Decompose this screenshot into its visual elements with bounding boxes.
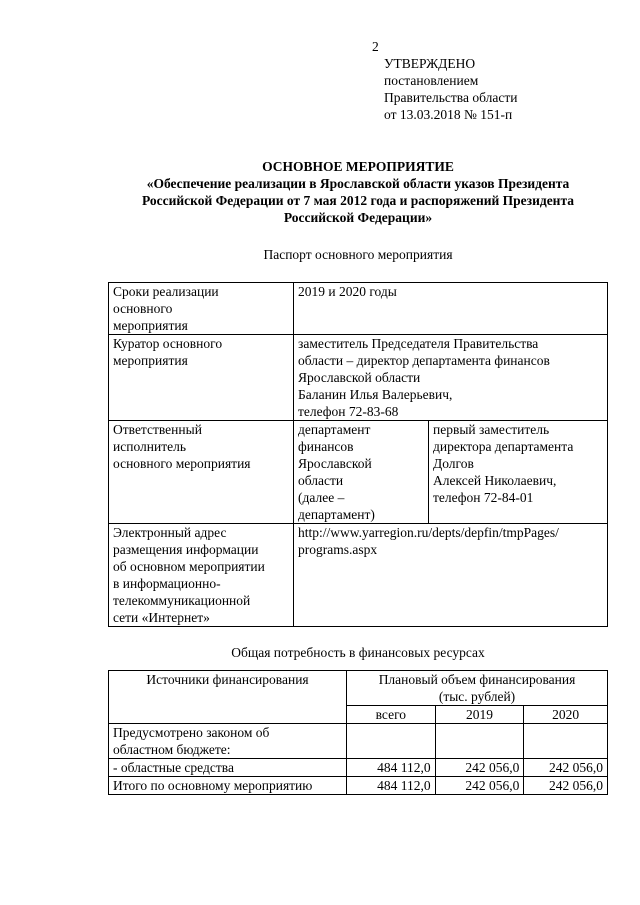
- label-line: Сроки реализации: [113, 284, 219, 299]
- table-row: [109, 524, 608, 627]
- label-line: сети «Интернет»: [113, 610, 210, 625]
- passport-label: [109, 283, 294, 335]
- label-line: размещения информации: [113, 542, 259, 557]
- passport-value-department: [294, 421, 429, 524]
- approval-stamp: [384, 55, 517, 123]
- value-line: Долгов: [433, 456, 474, 471]
- table-row: [109, 335, 608, 421]
- title-line: «Обеспечение реализации в Ярославской области указов Президента: [146, 176, 570, 191]
- table-row: [109, 283, 608, 335]
- cell-2019: [435, 724, 524, 759]
- cell-2020: 242 056,0: [524, 777, 608, 795]
- name-line: Предусмотрено законом об: [113, 725, 270, 740]
- label-line: Электронный адрес: [113, 525, 227, 540]
- cell-total: [347, 724, 436, 759]
- table-row: [109, 777, 608, 795]
- name-line: областном бюджете:: [113, 742, 231, 757]
- label-line: мероприятия: [113, 353, 188, 368]
- passport-table: [108, 282, 608, 627]
- value-line: департамент): [298, 507, 375, 522]
- label-line: основного мероприятия: [113, 456, 251, 471]
- value-line: (далее –: [298, 490, 345, 505]
- value-line: первый заместитель: [433, 422, 550, 437]
- label-line: об основном мероприятии: [113, 559, 265, 574]
- label-line: основного: [113, 301, 173, 316]
- approval-line: Правительства области: [384, 90, 518, 105]
- value-line: http://www.yarregion.ru/depts/depfin/tmpPages/: [298, 525, 559, 540]
- header-total: всего: [347, 706, 436, 724]
- header-line: Плановый объем финансирования: [378, 672, 576, 687]
- passport-label: [109, 524, 294, 627]
- table-row: [109, 724, 608, 759]
- passport-url: [294, 524, 608, 627]
- row-name: Итого по основному мероприятию: [109, 777, 347, 795]
- finance-caption: Общая потребность в финансовых ресурсах: [231, 645, 485, 660]
- approval-line: постановлением: [384, 73, 479, 88]
- cell-2019: 242 056,0: [435, 759, 524, 777]
- header-source: Источники финансирования: [109, 671, 347, 724]
- table-row: [109, 671, 608, 706]
- label-line: исполнитель: [113, 439, 186, 454]
- cell-2019: 242 056,0: [435, 777, 524, 795]
- label-line: Ответственный: [113, 422, 202, 437]
- passport-value: [294, 335, 608, 421]
- approval-line: УТВЕРЖДЕНО: [384, 56, 476, 71]
- document-title: [100, 158, 616, 226]
- value-line: Баланин Илья Валерьевич,: [298, 387, 453, 402]
- title-heading: ОСНОВНОЕ МЕРОПРИЯТИЕ: [262, 159, 454, 174]
- page-number: 2: [372, 39, 379, 54]
- value-line: финансов: [298, 439, 354, 454]
- passport-value: 2019 и 2020 годы: [294, 283, 608, 335]
- header-2019: 2019: [435, 706, 524, 724]
- title-line: Российской Федерации от 7 мая 2012 года и распоряжений Президента: [141, 193, 575, 208]
- label-line: Куратор основного: [113, 336, 223, 351]
- approval-line: от 13.03.2018 № 151-п: [384, 107, 513, 122]
- value-line: programs.aspx: [298, 542, 378, 557]
- passport-caption: Паспорт основного мероприятия: [263, 247, 453, 262]
- passport-label: [109, 335, 294, 421]
- value-line: Ярославской области: [298, 370, 421, 385]
- finance-table: [108, 670, 608, 795]
- value-line: Ярославской: [298, 456, 372, 471]
- value-line: телефон 72-83-68: [298, 404, 399, 419]
- label-line: в информационно-: [113, 576, 221, 591]
- table-row: [109, 421, 608, 524]
- title-line: Российской Федерации»: [283, 210, 433, 225]
- row-name: [109, 724, 347, 759]
- header-2020: 2020: [524, 706, 608, 724]
- cell-total: 484 112,0: [347, 759, 436, 777]
- value-line: области – директор департамента финансов: [298, 353, 550, 368]
- header-line: (тыс. рублей): [438, 689, 516, 704]
- value-line: Алексей Николаевич,: [433, 473, 557, 488]
- table-row: [109, 759, 608, 777]
- value-line: директора департамента: [433, 439, 574, 454]
- passport-value-official: [429, 421, 608, 524]
- label-line: мероприятия: [113, 318, 188, 333]
- passport-label: [109, 421, 294, 524]
- row-name: - областные средства: [109, 759, 347, 777]
- value-line: телефон 72-84-01: [433, 490, 534, 505]
- value-line: департамент: [298, 422, 371, 437]
- cell-2020: 242 056,0: [524, 759, 608, 777]
- cell-total: 484 112,0: [347, 777, 436, 795]
- header-plan: [347, 671, 608, 706]
- value-line: заместитель Председателя Правительства: [298, 336, 539, 351]
- label-line: телекоммуникационной: [113, 593, 251, 608]
- value-line: области: [298, 473, 344, 488]
- cell-2020: [524, 724, 608, 759]
